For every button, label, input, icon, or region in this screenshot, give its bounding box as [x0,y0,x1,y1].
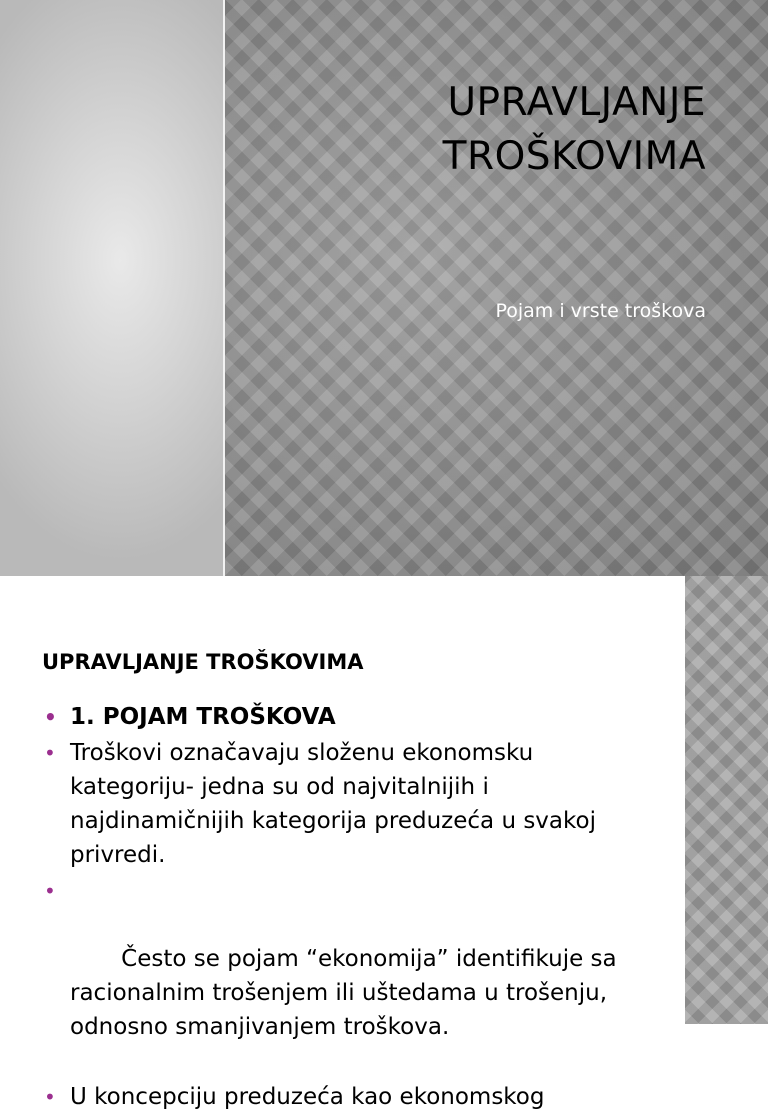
content-heading: UPRAVLJANJE TROŠKOVIMA [42,650,364,674]
list-item [42,736,642,872]
list-item-text: Troškovi označavaju složenu ekonomsku kategoriju- jedna su od najvitalnijih i najdinamičnijih kategorija preduzeća u svakoj privredi. [70,740,596,868]
slide-title [266,76,706,184]
bullet-icon: • [44,1085,56,1109]
content-slide [0,576,768,1110]
list-item-text: U koncepciju preduzeća kao ekonomskog [70,1084,545,1110]
slide-title-line-2: TROŠKOVIMA [442,134,706,179]
slide-title-line-1: UPRAVLJANJE [447,80,706,125]
list-item [42,1080,642,1114]
bullet-icon: • [44,741,56,765]
side-stripe-pattern [685,576,768,1024]
list-item [42,700,642,734]
list-item-text: Često se pojam “ekonomija” identifikuje sa racionalnim trošenjem ili uštedama u trošenju, odnosno smanjivanjem troškova. [70,946,624,1040]
list-item-text: 1. POJAM TROŠKOVA [70,704,336,730]
list-item [42,874,642,1078]
left-panel [0,0,223,576]
bullet-icon: • [44,705,57,729]
bullet-icon: • [44,879,56,903]
bullet-list [42,700,642,1116]
slide-subtitle: Pojam i vrste troškova [495,300,706,322]
